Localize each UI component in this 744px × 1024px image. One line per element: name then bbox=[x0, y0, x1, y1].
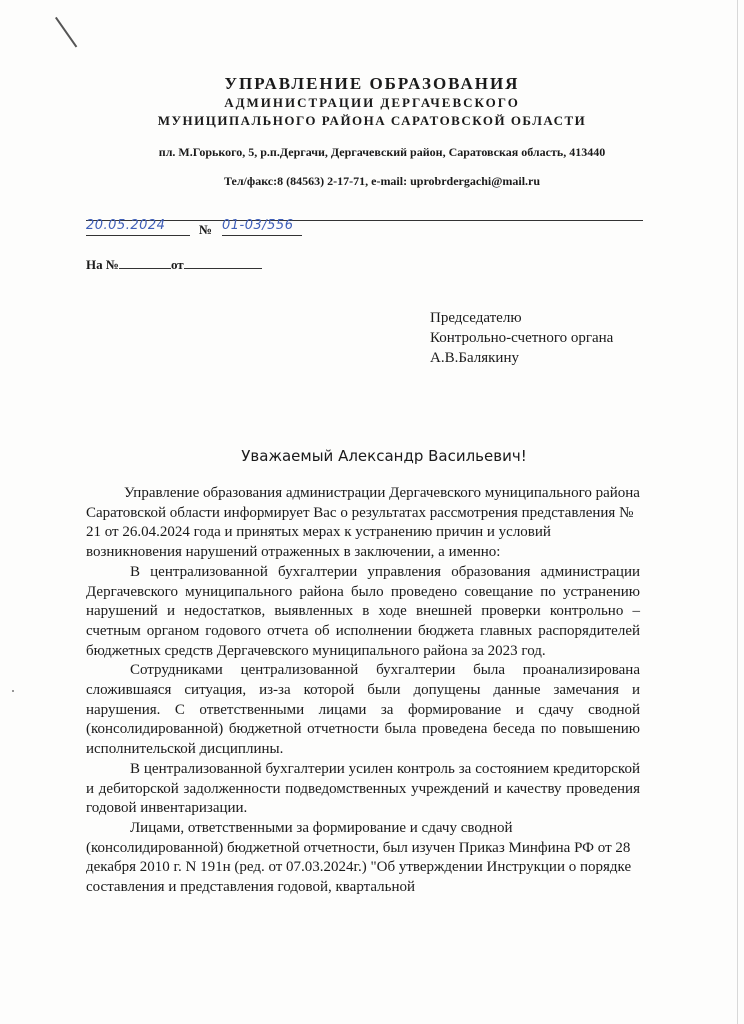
letter-body bbox=[86, 484, 640, 898]
paragraph-4: В централизованной бухгалтерии усилен контроль за состоянием кредиторской и дебиторской задолженности подведомственных учреждений и качеству проведения годовой инвентаризации. bbox=[86, 760, 640, 817]
reply-date-blank bbox=[184, 256, 262, 269]
registration-number: 01-03/556 bbox=[222, 218, 302, 236]
reply-reference bbox=[86, 256, 262, 273]
registration-number-label: № bbox=[199, 222, 213, 237]
scan-dot bbox=[12, 690, 14, 692]
reply-number-blank bbox=[119, 256, 171, 269]
addressee-line-1: Председателю bbox=[430, 310, 522, 326]
letterhead-municipality-line: МУНИЦИПАЛЬНОГО РАЙОНА САРАТОВСКОЙ ОБЛАСТИ bbox=[157, 113, 587, 128]
addressee-block bbox=[430, 308, 613, 368]
paragraph-2: В централизованной бухгалтерии управления образования администрации Дергачевского муниципального района было проведено совещание по устранению нарушений и недостатков, выявленных в ходе внешней проверки контрольно – счетным органом годового отчета об исполнении бюджета главных распорядителей бюджетных средств Дергачевского муниципального района за 2023 год. bbox=[86, 563, 640, 659]
pen-stroke-mark bbox=[55, 17, 77, 48]
addressee-line-3: А.В.Балякину bbox=[430, 350, 519, 366]
paragraph-5: Лицами, ответственными за формирование и сдачу сводной (консолидированной) бюджетной отчетности, был изучен Приказ Минфина РФ от 28 декабря 2010 г. N 191н (ред. от 07.03.2024г.) "Об утверждении Инструкции о порядке составления и представления годовой, квартальной bbox=[86, 819, 632, 896]
letterhead-org-name: УПРАВЛЕНИЕ ОБРАЗОВАНИЯ bbox=[224, 74, 520, 93]
letterhead-address: пл. М.Горького, 5, р.п.Дергачи, Дергачевский район, Саратовская область, 413440 bbox=[158, 145, 606, 159]
reply-number-label: На № bbox=[86, 257, 119, 272]
letterhead-admin-line: АДМИНИСТРАЦИИ ДЕРГАЧЕВСКОГО bbox=[224, 95, 520, 110]
addressee-line-2: Контрольно-счетного органа bbox=[430, 330, 614, 346]
letterhead-contacts: Тел/факс:8 (84563) 2-17-71, e-mail: uprobrdergachi@mail.ru bbox=[223, 174, 541, 188]
reply-from-label: от bbox=[170, 257, 184, 272]
paragraph-3: Сотрудниками централизованной бухгалтерии была проанализирована сложившаяся ситуация, из-за которой были допущены данные замечания и нарушения. С ответственными лицами за формирование и сдачу сводной (консолидированной) бюджетной отчетности была проведена беседа по повышению исполнительской дисциплины. bbox=[86, 662, 640, 758]
greeting: Уважаемый Александр Васильевич! bbox=[241, 447, 527, 465]
paragraph-1: Управление образования администрации Дергачевского муниципального района Саратовской области информирует Вас о результатах рассмотрения представления № 21 от 26.04.2024 года и принятых мерах к устранению причин и условий возникновения нарушений отраженных в заключении, а именно: bbox=[86, 485, 640, 561]
registration-date: 20.05.2024 bbox=[86, 218, 190, 236]
